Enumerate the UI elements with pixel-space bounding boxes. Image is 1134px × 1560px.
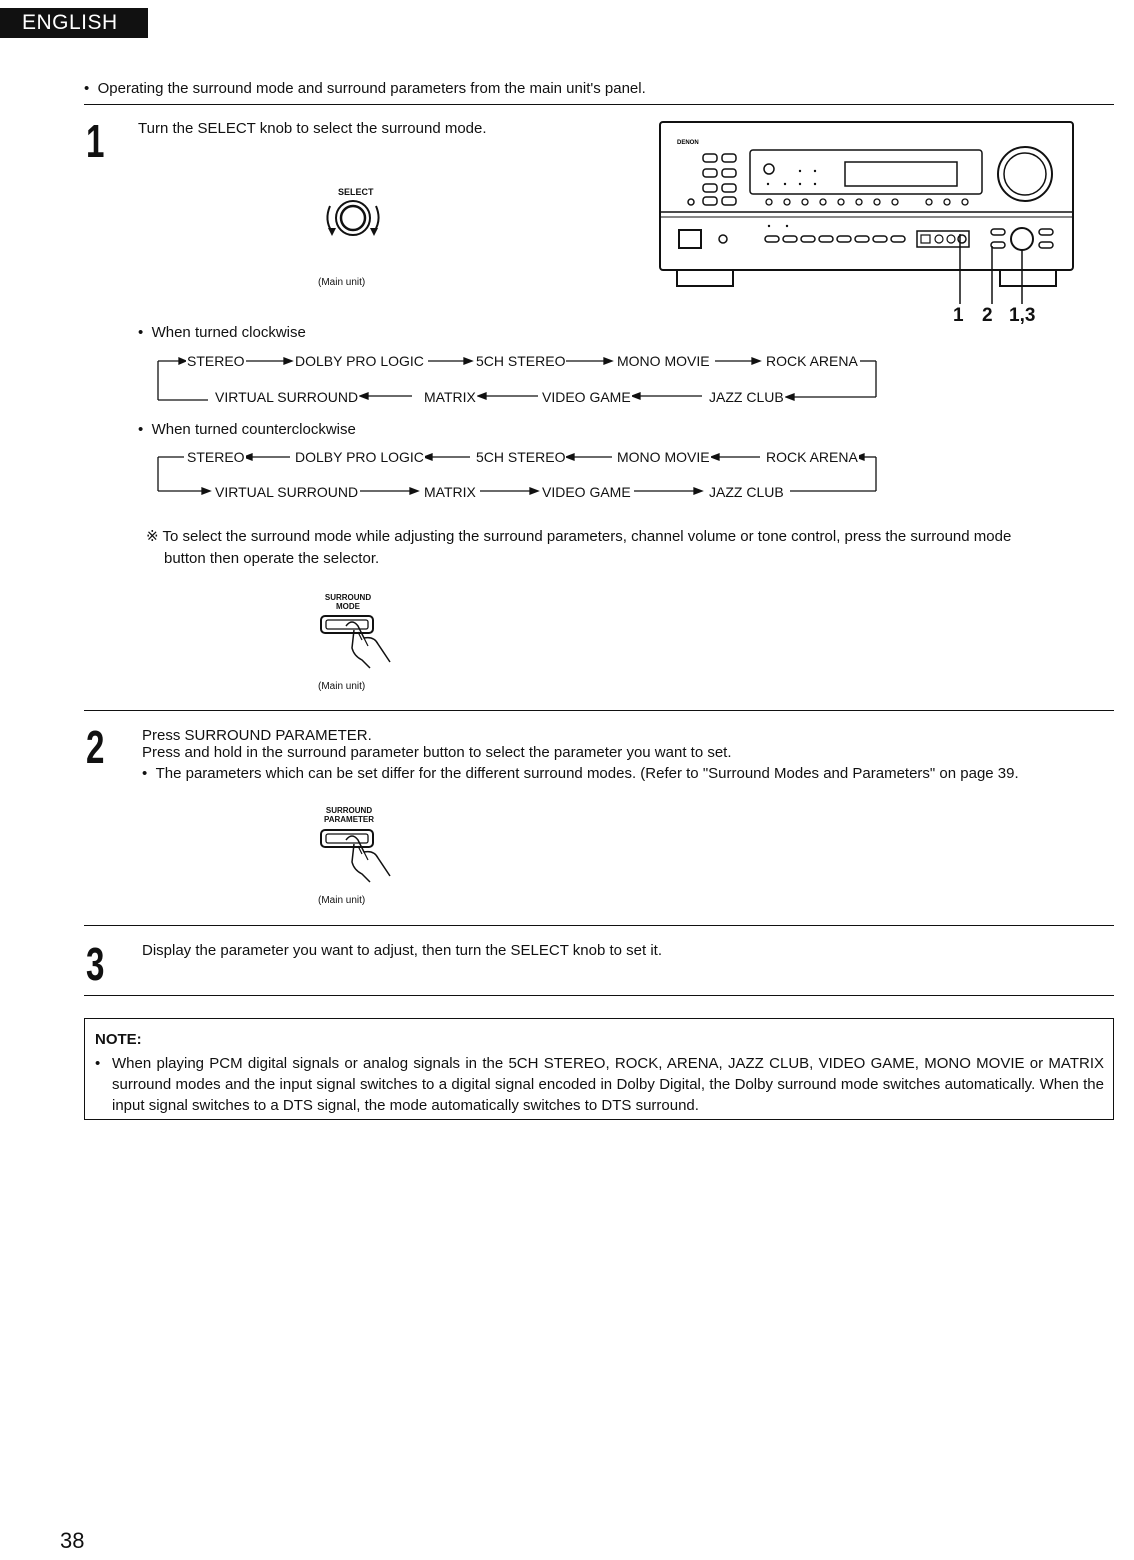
step-2-number: 2 (86, 721, 105, 773)
bullet-dot: • (138, 421, 152, 438)
cw-mode-jazz-club: JAZZ CLUB (709, 389, 784, 405)
surround-parameter-button-caption: (Main unit) (318, 895, 366, 906)
callout-1-3: 1,3 (1009, 305, 1036, 326)
ccw-mode-jazz-club: JAZZ CLUB (709, 484, 784, 500)
counterclockwise-heading (138, 420, 356, 440)
cw-mode-mono-movie: MONO MOVIE (617, 353, 710, 369)
ccw-mode-virtual-surround: VIRTUAL SURROUND (215, 484, 359, 500)
surround-mode-tip-line2: button then operate the selector. (164, 550, 380, 567)
cw-mode-dolby-pro-logic: DOLBY PRO LOGIC (295, 353, 424, 369)
note-box (84, 1018, 1114, 1120)
ccw-mode-stereo: STEREO (187, 449, 245, 465)
bullet-dot: • (138, 324, 152, 341)
ccw-mode-dolby-pro-logic: DOLBY PRO LOGIC (295, 449, 424, 465)
language-tab: ENGLISH (0, 8, 148, 38)
section-divider (84, 710, 1114, 711)
receiver-front-panel (655, 118, 1080, 328)
surround-mode-tip (146, 527, 1011, 547)
cw-mode-stereo: STEREO (187, 353, 245, 369)
surround-mode-tip-line1: To select the surround mode while adjusting the surround parameters, channel volume or tone control, press the surround mode (162, 528, 1012, 545)
surround-mode-label-line1: SURROUND (324, 593, 372, 602)
step-3-text: Display the parameter you want to adjust, then turn the SELECT knob to set it. (142, 942, 663, 959)
surround-mode-button-caption: (Main unit) (318, 681, 366, 692)
surround-parameter-label-line1: SURROUND (325, 806, 373, 815)
device-brand: DENON (677, 140, 699, 146)
clockwise-heading (138, 323, 306, 343)
page-number: 38 (60, 1528, 85, 1553)
note-body: When playing PCM digital signals or analog signals in the 5CH STEREO, ROCK, ARENA, JAZZ CLUB, VIDEO GAME, MONO MOVIE or MATRIX surround modes and the input signal switches to a digital signal encoded in Dolby Digital, the Dolby surround mode switches automatically. When the input signal switches to a DTS signal, the mode automatically switches to DTS surround. (112, 1055, 1104, 1114)
select-knob-label: SELECT (338, 187, 374, 197)
step-3-number: 3 (86, 938, 105, 990)
select-knob-caption: (Main unit) (318, 277, 366, 288)
bullet-dot: • (84, 80, 98, 97)
callout-1: 1 (953, 305, 964, 326)
callout-2: 2 (982, 305, 993, 326)
clockwise-heading-text: When turned clockwise (151, 324, 306, 341)
step-2-bullet (142, 764, 1019, 784)
step-1-number: 1 (86, 115, 105, 167)
surround-mode-button-icon (318, 612, 402, 674)
section-divider (84, 925, 1114, 926)
step-2-line2: Press and hold in the surround parameter button to select the parameter you want to set. (142, 744, 732, 761)
surround-mode-button-label (322, 593, 374, 611)
counterclockwise-heading-text: When turned counterclockwise (151, 421, 356, 438)
note-bullet-dot: • (95, 1055, 101, 1072)
intro-bullet (84, 79, 646, 99)
ccw-mode-mono-movie: MONO MOVIE (617, 449, 710, 465)
note-title: NOTE: (95, 1031, 142, 1048)
section-divider (84, 104, 1114, 105)
cw-mode-matrix: MATRIX (424, 389, 476, 405)
cw-mode-video-game: VIDEO GAME (542, 389, 631, 405)
intro-text: Operating the surround mode and surround parameters from the main unit's panel. (97, 80, 646, 97)
ccw-mode-matrix: MATRIX (424, 484, 476, 500)
step-2-line1: Press SURROUND PARAMETER. (142, 727, 372, 744)
ccw-mode-rock-arena: ROCK ARENA (766, 449, 858, 465)
surround-parameter-button-icon (318, 826, 402, 888)
surround-parameter-label-line2: PARAMETER (323, 815, 375, 824)
surround-parameter-button-label (320, 806, 378, 824)
cw-mode-rock-arena: ROCK ARENA (766, 353, 858, 369)
ccw-mode-5ch-stereo: 5CH STEREO (476, 449, 566, 465)
surround-mode-label-line2: MODE (336, 602, 360, 611)
section-divider (84, 995, 1114, 996)
cw-mode-5ch-stereo: 5CH STEREO (476, 353, 566, 369)
select-knob-icon (318, 196, 388, 244)
reference-mark: ※ (146, 528, 159, 545)
cw-mode-virtual-surround: VIRTUAL SURROUND (215, 389, 359, 405)
bullet-dot: • (142, 765, 156, 782)
step-2-bullet-text: The parameters which can be set differ for the different surround modes. (Refer to "Surround Modes and Parameters" on page 39. (155, 765, 1019, 782)
step-1-text: Turn the SELECT knob to select the surround mode. (138, 120, 487, 137)
ccw-mode-video-game: VIDEO GAME (542, 484, 631, 500)
